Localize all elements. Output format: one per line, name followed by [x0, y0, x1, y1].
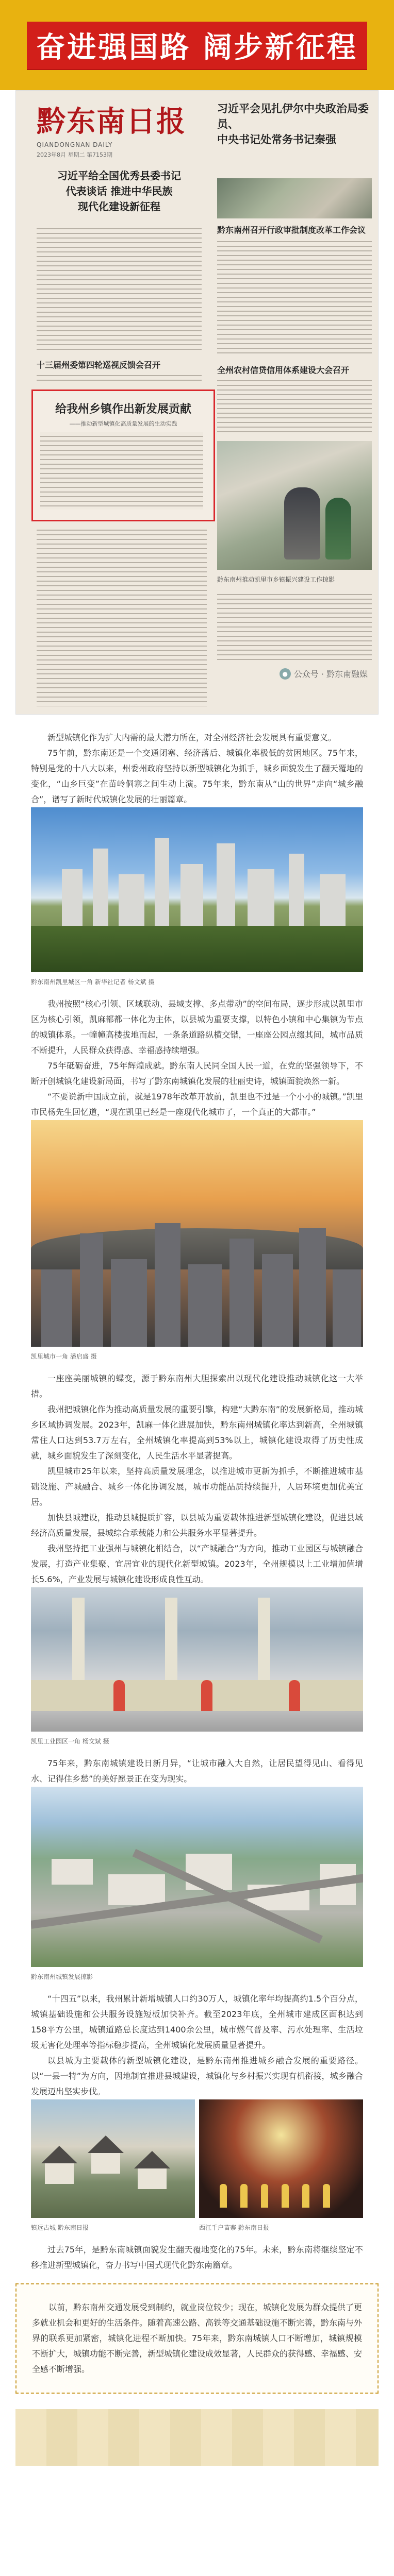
building-block [108, 1874, 165, 1905]
photo-caption: 镇远古城 黔东南日报 [31, 2224, 89, 2231]
photo-aerial-view [31, 1787, 363, 1967]
banner-box [27, 22, 367, 69]
masthead-name: 黔东南日报 [37, 105, 186, 139]
photo-ancient-town [31, 2099, 195, 2218]
photo-caption: 黔东南州凯里城区一角 新华社记者 杨文斌 摄 [31, 978, 155, 986]
article-paragraph: 75年前，黔东南还是一个交通闭塞、经济落后、城镇化率极低的贫困地区。75年来，特别是党的十八大以来，州委州政府坚持以新型城镇化为抓手，城乡面貌发生了翻天覆地的变化，“山乡巨变”在苗岭侗寨之间生动上演。75年来，黔东南从“山的世界”走向“城乡融合”，谱写了新时代城镇化发展的壮丽篇章。 [31, 748, 363, 804]
article-paragraph: 一座座美丽城镇的蝶变，源于黔东南州大胆探索出以现代化建设推动城镇化这一大举措。 [31, 1374, 363, 1399]
headline-right [217, 101, 372, 147]
person-figure [325, 498, 351, 560]
building [80, 1233, 103, 1347]
column-text [37, 371, 202, 384]
dancer [323, 2184, 330, 2208]
dancer [282, 2184, 289, 2208]
wall [138, 2168, 167, 2189]
masthead-pinyin: QIANDONGNAN DAILY [37, 141, 113, 148]
photo-caption: 黔东南州城镇发展掠影 [31, 1973, 93, 1980]
banner-title: 奋进强国路 阔步新征程 [36, 30, 358, 64]
column-text [217, 377, 372, 436]
section-a-title: 十三届州委第四轮巡视反馈会召开 [37, 360, 161, 370]
header-banner [0, 0, 394, 90]
photo-caption: 凯里城市一角 潘启盛 摄 [31, 1353, 97, 1360]
photo-caption: 凯里工业园区一角 杨文斌 摄 [31, 1738, 109, 1745]
photo-performance [199, 2099, 363, 2218]
highlight-article-box [31, 389, 215, 521]
lead-headline [37, 168, 202, 214]
highlight-subtitle: ——推动新型城镇化高质量发展的生动实践 [69, 420, 177, 427]
photo-factory [31, 1587, 363, 1732]
column-text [40, 432, 203, 510]
worker [289, 1680, 300, 1711]
photo-city-sunset [31, 1120, 363, 1347]
article-paragraph: 75年来，黔东南城镇建设日新月异，“让城市融入大自然，让居民望得见山、看得见水、记得住乡愁”的美好愿景正在变为现实。 [31, 1758, 363, 1784]
wall [91, 2153, 120, 2174]
wall [45, 2163, 74, 2184]
watermark [280, 668, 368, 680]
quote-box [15, 2283, 379, 2394]
section-b-title: 黔东南州召开行政审批制度改革工作会议 [217, 225, 366, 235]
newspaper-front-page [15, 90, 379, 715]
building [262, 1254, 293, 1347]
photo-city-skyline [31, 807, 363, 972]
article-paragraph: “不要说新中国成立前，就是1978年改革开放前，凯里也不过是一个小小的城镇。”凯里市民杨先生回忆道，“现在凯里已经是一座现代化城市了，一个真正的大都市。” [31, 1092, 363, 1117]
photo-pair [31, 2099, 363, 2218]
building [180, 864, 203, 931]
article-paragraph: 加快县城建设，推动县城提质扩容，以县城为重要载体推进新型城镇化建设，促进县域经济高质量发展，县城综合承载能力和公共服务水平显著提升。 [31, 1513, 363, 1538]
building [248, 869, 274, 931]
photo-caption: 西江千户苗寨 黔东南日报 [199, 2224, 269, 2231]
building [155, 1223, 180, 1347]
dancer [240, 2184, 248, 2208]
building [62, 869, 83, 931]
column-text [37, 225, 202, 353]
lead-headline-line: 习近平给全国优秀县委书记 [57, 170, 181, 182]
news-photo-top [217, 178, 372, 218]
article-paragraph: 新型城镇化作为扩大内需的最大潜力所在，对全州经济社会发展具有重要意义。 [47, 733, 337, 742]
column-text [217, 238, 372, 356]
masthead [37, 99, 202, 161]
person-figure [284, 487, 320, 560]
building [155, 838, 169, 931]
building [188, 1264, 222, 1347]
building [299, 1228, 326, 1347]
worker [113, 1680, 125, 1711]
headline-right-line: 中央书记处常务书记秦强 [217, 133, 336, 146]
building-block [52, 1859, 93, 1885]
article-paragraph: 我州把城镇化作为推动高质量发展的重要引擎，构建“大黔东南”的发展新格局，推动城乡区域协调发展。2023年，凯麻一体化进展加快，黔东南州城镇化率达到新高，全州城镇常住人口达到53.7万左右，全州城镇化率提高到53%以上，城镇化建设取得了历史性成就，城乡面貌发生了深刻变化，人民生活水平显著提高。 [31, 1404, 363, 1461]
building [119, 874, 144, 931]
section-c-title: 全州农村信贷信用体系建设大会召开 [217, 365, 350, 375]
trees [31, 926, 363, 972]
dancer [261, 2184, 268, 2208]
building [229, 1239, 254, 1347]
roof [41, 2146, 77, 2163]
watermark-text: 公众号 · 黔东南融媒 [293, 669, 368, 679]
wechat-icon: ● [280, 668, 291, 680]
production-line [31, 1680, 363, 1711]
issue-info: 2023年8月 星期二 第7153期 [37, 151, 112, 158]
quote-paragraph: 以前，黔东南州交通发展受到制约，就业岗位较少；现在，城镇化发展为群众提供了更多就业机会和更好的生活条件。随着高速公路、高铁等交通基础设施不断完善，黔东南与外界的联系更加紧密，城镇化进程不断加快。75年来，黔东南城镇人口不断增加，城镇规模不断扩大，城镇功能不断完善，新型城镇化建设成效显著，人民群众的获得感、幸福感、安全感不断增强。 [32, 2302, 363, 2374]
roof [134, 2151, 170, 2168]
building [289, 854, 304, 931]
roof [88, 2136, 124, 2153]
building [41, 1269, 72, 1347]
article-paragraph: 75年砥砺奋进，75年辉煌成就。黔东南人民同全国人民一道，在党的坚强领导下，不断开创城镇化建设新局面，书写了黔东南城镇化发展的壮丽史诗，城镇面貌焕然一新。 [31, 1061, 363, 1086]
headline-right-line: 习近平会见扎伊尔中央政治局委员、 [217, 103, 369, 130]
building [217, 843, 235, 931]
highlight-title: 给我州乡镇作出新发展贡献 [55, 403, 191, 416]
article-paragraph: 过去75年，是黔东南城镇面貌发生翻天覆地变化的75年。未来，黔东南将继续坚定不移推进新型城镇化，奋力书写中国式现代化黔东南篇章。 [31, 2245, 363, 2270]
article-paragraph: 我州坚持把工业强州与城镇化相结合，以“产城融合”为方向，推动工业园区与城镇融合发展，打造产业集聚、宜居宜业的现代化新型城镇。2023年，全州规模以上工业增加值增长5.6%，产业发展与城镇化建设形成良性互动。 [31, 1544, 363, 1584]
column-text [217, 590, 372, 663]
column-text [37, 526, 207, 706]
lead-headline-line: 现代化建设新征程 [78, 200, 160, 213]
building [111, 1259, 147, 1347]
article-paragraph: “十四五”以来，我州累计新增城镇人口约30万人，城镇化率年均提高约1.5个百分点，城镇基础设施和公共服务设施短板加快补齐。截至2023年底，全州城市建成区面积达到158平方公里，城镇道路总长度达到1400余公里，城市燃气普及率、污水处理率、生活垃圾无害化处理率等指标稳步提高，全州城镇化发展质量显著提升。 [31, 1994, 363, 2050]
building [333, 1269, 361, 1347]
dancer [220, 2184, 227, 2208]
worker [201, 1680, 212, 1711]
lead-headline-line: 代表谈话 推进中华民族 [65, 185, 173, 197]
news-photo-caption: 黔东南州推动凯里市乡镇振兴建设工作掠影 [217, 576, 335, 583]
article-paragraph: 凯里城市25年以来，坚持高质量发展理念，以推进城市更新为抓手，不断推进城市基础设施、产城融合、城乡一体化协调发展，城市功能品质持续提升，人居环境更加优美宜居。 [31, 1466, 363, 1507]
footer-decoration [15, 2409, 379, 2466]
building [93, 849, 108, 931]
article-paragraph: 以县城为主要载体的新型城镇化建设，是黔东南州推进城乡融合发展的重要路径。以“一县一特”为方向，因地制宜推进县城建设，城镇化与乡村振兴实现有机衔接，城乡融合发展迈出坚实步伐。 [31, 2056, 363, 2096]
dancer [302, 2184, 309, 2208]
article-paragraph: 我州按照“核心引领、区域联动、县域支撑、多点带动”的空间布局，逐步形成以凯里市区为核心引领，凯麻都都一体化为主体，以县城为重要支撑，以特色小镇和中心集镇为节点的城镇体系。一幢幢高楼拔地而起，一条条道路纵横交错，一座座公园点缀其间，城市品质不断提升，人民群众获得感、幸福感持续增强。 [31, 999, 363, 1055]
building [320, 874, 346, 931]
